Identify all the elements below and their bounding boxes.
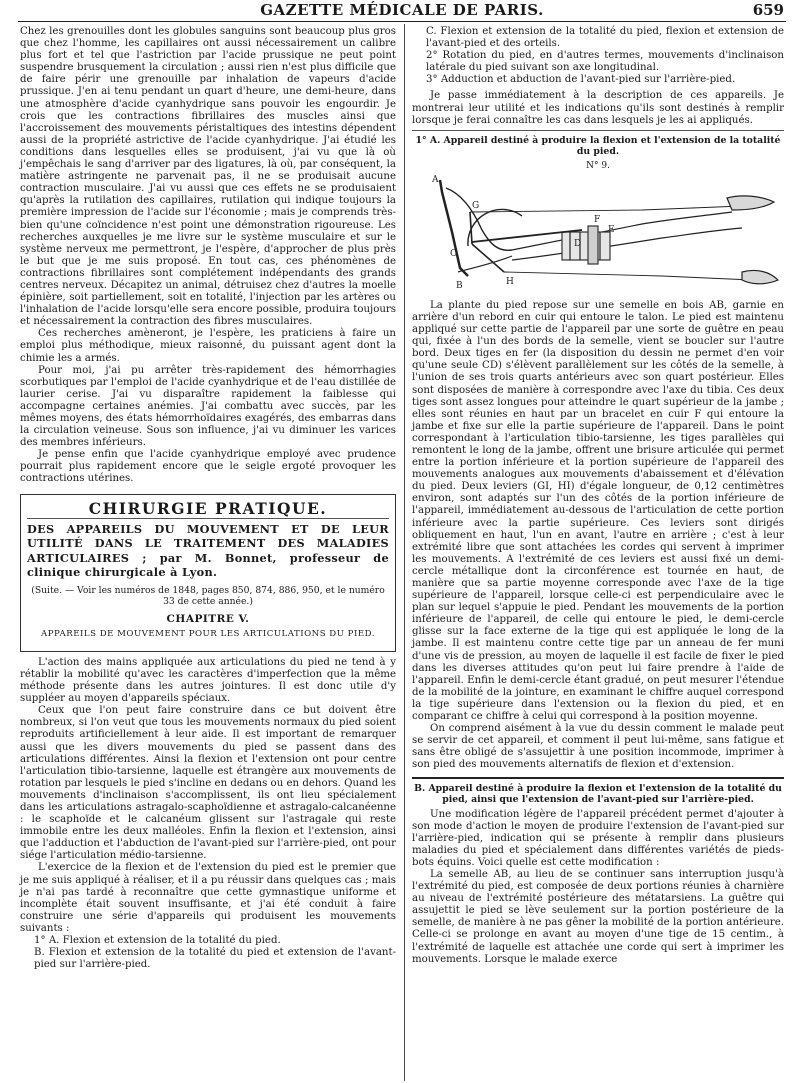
paragraph: La semelle AB, au lieu de se continuer sans interruption jusqu'à l'extrémité du pied, est composée de deux portions réunies à charnière au niveau de l'extrémité postérieure des métatarsiens. La guêtre qui assujettit le pied se lève seulement sur la portion postérieure de la semelle, de manière à ne pas gêner la mobilité de la portion antérieure. Celle-ci se prolonge en avant au moyen d'une tige de 15 centim., à l'extrémité de laquelle est attachée une corde qui sert à imprimer les mouvements. Lorsque le malade exerce: [412, 868, 784, 965]
paragraph: On comprend aisément à la vue du dessin comment le malade peut se servir de cet appareil, et comment il peut lui-même, sans fatigue et sans être obligé de s'assujettir à une position incommode, imprimer à son pied des mouvements alternatifs de flexion et d'extension.: [412, 723, 784, 771]
right-column: [412, 26, 784, 966]
paragraph: Je passe immédiatement à la description de ces appareils. Je montrerai leur utilité et les indications qu'ils sont destinés à remplir lorsque je ferai connaître les cas dans lesquels je les ai appliqués.: [412, 90, 784, 126]
page-number: 659: [752, 1, 784, 19]
figure-label-a: A: [432, 174, 439, 185]
figure-label-g: G: [472, 200, 480, 211]
list-item: 3° Adduction et abduction de l'avant-pied sur l'arrière-pied.: [426, 74, 736, 86]
section-title: CHIRURGIE PRATIQUE.: [88, 498, 328, 518]
journal-title: GAZETTE MÉDICALE DE PARIS.: [260, 1, 544, 19]
left-column: [20, 26, 396, 971]
paragraph: Une modification légère de l'appareil précédent permet d'ajouter à son mode d'action le moyen de produire l'extension de l'avant-pied sur l'arrière-pied, indication qui se présente à remplir dans plusieurs maladies du pied et spécialement dans différentes variétés de pieds-bots équins. Voici quelle est cette modification :: [412, 808, 784, 868]
figure-number: N° 9.: [586, 160, 610, 171]
paragraph: Ceux que l'on peut faire construire dans ce but doivent être nombreux, si l'on veut que tous les mouvements normaux du pied soient reproduits artificiellement à leur aide. Il est important de remarquer aussi que les divers mouvements du pied se passent dans des articulations différentes. Ainsi la flexion et l'extension ont pour centre l'articulation tibio-tarsienne, laquelle est étrangère aux mouvements de rotation par lesquels le pied s'incline en dedans ou en dehors. Quand les mouvements d'inclinaison s'accomplissent, ils ont lieu spécialement dans les articulations astragalo-scaphoïdienne et astragalo-calcanéenne : le scaphoïde et le calcanéum glissent sur l'astragale qui reste immobile entre les deux malléoles. Enfin la flexion et l'extension, ainsi que l'adduction et l'abduction de l'avant-pied sur l'arrière-pied, ont pour siége l'articulation médio-tarsienne.: [20, 705, 396, 862]
list-item: C. Flexion et extension de la totalité du pied, flexion et extension de l'avant-pied et des orteils.: [426, 26, 784, 50]
paragraph: L'exercice de la flexion et de l'extension du pied est le premier que je me suis appliqué à réaliser, et il a pu réussir dans quelques cas ; mais je n'ai pas tardé à reconnaître que cette gymnastique uniforme et incomplète était souvent insuffisante, et j'ai été conduit à faire construire une série d'appareils qui produisent les mouvements suivants :: [20, 862, 396, 934]
divider: [412, 130, 784, 131]
paragraph: Ces recherches amèneront, je l'espère, les praticiens à faire un emploi plus méthodique, mieux raisonné, du puissant agent dont la chimie les a armés.: [20, 328, 396, 364]
figure-foot-apparatus: [412, 172, 784, 294]
section-box: [20, 494, 396, 652]
chapter-subtitle: APPAREILS DE MOUVEMENT POUR LES ARTICULATIONS DU PIED.: [41, 628, 375, 639]
column-divider: [404, 24, 405, 1081]
figure-label-f: F: [594, 214, 601, 225]
paragraph: Je pense enfin que l'acide cyanhydrique employé avec prudence pourrait plus rapidement encore que le seigle ergoté provoquer les contractions utérines.: [20, 449, 396, 485]
paragraph: L'action des mains appliquée aux articulations du pied ne tend à y rétablir la mobilité qu'avec les caractères d'imperfection que la même méthode présente dans les autres jointures. Il est donc utile d'y suppléer au moyen d'appareils spéciaux.: [20, 656, 396, 705]
list-item: 1° A. Flexion et extension de la totalité du pied.: [34, 935, 281, 946]
heading-apparatus-b: B. Appareil destiné à produire la flexion et l'extension de la totalité du pied, ainsi que l'extension de l'avant-pied sur l'arrière-pied.: [414, 782, 782, 805]
heading-apparatus-a: 1° A. Appareil destiné à produire la flexion et l'extension de la totalité du pied.: [415, 134, 781, 158]
article-title: DES APPAREILS DU MOUVEMENT ET DE LEUR UTILITÉ DANS LE TRAITEMENT DES MALADIES ARTICULAIRES ; par M. Bonnet, professeur de clinique chirurgicale à Lyon.: [27, 521, 389, 580]
chapter-heading: CHAPITRE V.: [166, 612, 250, 625]
paragraph: La plante du pied repose sur une semelle en bois AB, garnie en arrière d'un rebord en cuir qui entoure le talon. Le pied est maintenu appliqué sur cette partie de l'appareil par une sorte de guêtre en peau qui, fixée à l'un des bords de la semelle, vient se boucler sur l'autre bord. Deux tiges en fer (la disposition du dessin ne permet d'en voir qu'une seule CD) s'élèvent parallèlement sur les côtés de la semelle, à l'union de ses trois quarts antérieurs avec son quart postérieur. Elles sont disposées de manière à correspondre avec l'axe du tibia. Ces deux tiges sont assez longues pour atteindre le quart supérieur de la jambe ; elles sont réunies en haut par un bracelet en cuir F qui entoure la jambe et fixe sur elle la partie supérieure de l'appareil. Dans le point correspondant à l'articulation tibio-tarsienne, les tiges parallèles qui remontent le long de la jambe, offrent une brisure articulée qui permet entre la portion inférieure et la portion supérieure de l'appareil des mouvements analogues aux mouvements d'abaissement et d'élévation du pied. Deux leviers (GI, HI) d'égale longueur, de 0,12 centimètres environ, sont adaptés sur l'un des côtés de la portion inférieure de l'appareil, immédiatement au-dessous de l'articulation de cette portion inférieure avec la partie supérieure. Ces leviers sont dirigés obliquement en haut, l'un en avant, l'autre en arrière ; c'est à leur extrémité libre que sont attachées les cordes qui servent à imprimer les mouvements. A l'extrémité de ces leviers est aussi fixé un demi-cercle métallique dont la circonférence est tournée en haut, de manière que sa partie moyenne corresponde avec l'axe de la tige supérieure de l'appareil, lorsque celle-ci est perpendiculaire avec le plan sur lequel s'appuie le pied. Pendant les mouvements de la portion inférieure de l'appareil, de celle qui entoure le pied, le demi-cercle glisse sur la face externe de la tige qui est appliquée le long de la jambe. Il est maintenu contre cette tige par un anneau de fer muni d'une vis de pression, au moyen de laquelle il est facile de fixer le pied dans les diverses attitudes qu'on peut lui faire prendre à l'aide de l'appareil. Enfin le demi-cercle étant gradué, on peut mesurer l'étendue de la mobilité de la jointure, en examinant le chiffre auquel correspond la tige supérieure dans l'extension ou la flexion du pied, et en comparant ce chiffre à celui qui correspond à la position moyenne.: [412, 299, 784, 723]
list-item: 2° Rotation du pied, en d'autres termes, mouvements d'inclinaison latérale du pied suivant son axe longitudinal.: [426, 50, 784, 74]
suite-note: (Suite. — Voir les numéros de 1848, pages 850, 874, 886, 950, et le numéro 33 de cette année.): [31, 584, 385, 607]
paragraph: Chez les grenouilles dont les globules sanguins sont beaucoup plus gros que chez l'homme, les capillaires ont aussi nécessairement un calibre plus fort et tel que l'astriction par l'acide prussique ne peut point suspendre brusquement la circulation ; aussi rien n'est plus difficile que de faire périr une grenouille par inhalation de vapeurs d'acide prussique. J'en ai tenu pendant un quart d'heure, une demi-heure, dans une atmosphère d'acide cyanhydrique sans pouvoir les engourdir. Je crois que les contractions fibrillaires des muscles ainsi que l'accroissement des mouvements péristaltiques des intestins dépendent aussi de la propriété astrictive de l'acide cyanhydrique. J'ai étudié les conditions dans lesquelles elles se produisent, j'ai vu que là où j'empêchais le sang d'arriver par des ligatures, là où, par conséquent, la matière astringente ne parvenait pas, il ne se produisait aucune contraction musculaire. J'ai vu aussi que ces effets ne se produisaient qu'après la rutilation des capillaires, rutilation qui indique toujours la première impression de l'acide sur l'économie ; mais je comprends très-bien qu'une coïncidence n'est point une démonstration rigoureuse. Les recherches auxquelles je me livre sur le système musculaire et sur le système nerveux me permettront, je l'espère, d'approcher de plus près le but que je me suis proposé. En tout cas, ces phénomènes de contractions fibrillaires sont complétement indépendants des grands centres nerveux. Décapitez un animal, détruisez chez d'autres la moelle épinière, soit partiellement, soit en totalité, l'injection par les artères ou l'inhalation de l'acide lorsqu'elle sera encore possible, produira toujours et nécessairement la contraction des fibres musculaires.: [20, 26, 396, 328]
page-header: [18, 0, 786, 20]
figure-label-d: D: [574, 238, 582, 249]
figure-label-h: H: [506, 276, 514, 287]
figure-label-e: E: [608, 224, 615, 235]
divider: [27, 518, 389, 519]
header-rule: [18, 21, 786, 22]
figure-label-b: B: [456, 280, 463, 291]
list-item: B. Flexion et extension de la totalité du pied et extension de l'avant-pied sur l'arrière-pied.: [34, 947, 396, 971]
paragraph: Pour moi, j'ai pu arrêter très-rapidement des hémorrhagies scorbutiques par l'emploi de l'acide cyanhydrique et de l'eau distillée de laurier cerise. J'ai vu disparaître rapidement la faiblesse qui accompagne certaines anémies. J'ai combattu avec succès, par les mêmes moyens, des états hémorrhoïdaires exagérés, des embarras dans la circulation veineuse. Sous son influence, j'ai vu diminuer les varices des membres inférieurs.: [20, 364, 396, 449]
figure-label-c: C: [450, 248, 457, 259]
divider: [412, 777, 784, 779]
